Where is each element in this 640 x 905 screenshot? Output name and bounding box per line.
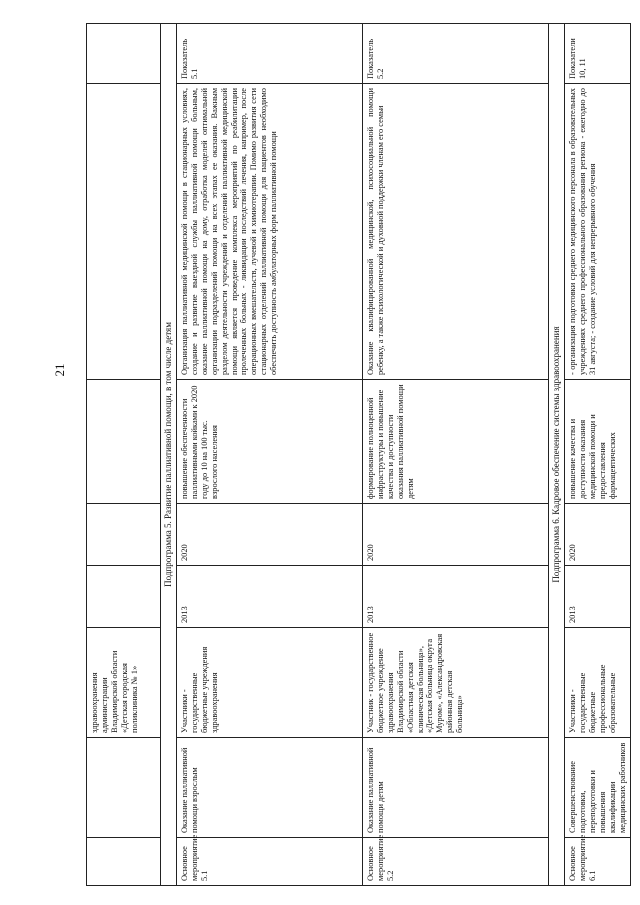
cell-end: 2020 [363,504,549,566]
table-row [177,24,363,886]
cell-end [87,504,161,566]
cell-content [87,84,161,380]
cell-participants: здравоохранения администрации Владимирской области «Детская городская поликлиника № 1» [87,628,161,738]
table-row [565,24,631,886]
table-row [87,24,161,886]
section-title: Подпрограмма 6. Кадровое обеспечение системы здравоохранения [549,24,565,886]
cell-content: Организация паллиативной медицинской помощи в стационарных условиях, создание и развитие выездной службы паллиативной помощи больным, оказание паллиативной помощи на дому, отработка моделей оптимальной организации подразделений помощи на всех этапах ее оказания. Важным разделом деятельности учреждений и отделений паллиативной медицинской помощи является проведение комплекса мероприятий по реабилитации пролеченных больных - ликвидации последствий лечения, например, после операционных вмешательств, лучевой и химиотерапии. Помимо развития сети стационарных отделений паллиативной помощи для пациентов необходимо обеспечить доступность амбулаторных форм паллиативной помощи [177,84,363,380]
cell-num: Основное мероприятие 5.1 [177,838,363,886]
cell-indicator: Показатель 5.1 [177,24,363,84]
cell-content: Оказание квалифицированной медицинской, психосоциальной помощи ребенку, а также психологической и духовной поддержки членам его семьи [363,84,549,380]
cell-result [87,380,161,504]
section-title: Подпрограмма 5. Развитие паллиативной помощи, в том числе детям [161,24,177,886]
cell-num: Основное мероприятие 5.2 [363,838,549,886]
cell-participants: Участники - государственные бюджетные профессиональные образовательные [565,628,631,738]
cell-start [87,566,161,628]
table-row [363,24,549,886]
measures-table [86,23,631,886]
section-header-row [161,24,177,886]
rotated-table-container [86,24,627,886]
cell-indicator [87,24,161,84]
cell-name [87,738,161,838]
cell-result: повышение обеспеченности паллиативными койками к 2020 году до 10 на 100 тыс. взрослого населения [177,380,363,504]
cell-participants: Участник - государственное бюджетное учреждение здравоохранения Владимирской области «Областная детская клиническая больница», «Детская больница округа Муром», «Александровская районная детская больница» [363,628,549,738]
cell-indicator: Показатель 5.2 [363,24,549,84]
document-page [86,24,627,886]
page-number: 21 [52,363,67,377]
cell-participants: Участники - государственные бюджетные учреждения здравоохранения [177,628,363,738]
cell-content: - организация подготовки среднего медицинского персонала в образовательных учреждениях среднего профессионального образования региона - ежегодно до 31 августа; - создание условий для непрерывного обучения [565,84,631,380]
cell-result: повышение качества и доступности оказания медицинской помощи и предоставления фармацевтических [565,380,631,504]
cell-name: Оказание паллиативной помощи детям [363,738,549,838]
cell-name: Совершенствование подготовки, переподготовки и повышения квалификации медицинских работников [565,738,631,838]
cell-start: 2013 [565,566,631,628]
cell-start: 2013 [177,566,363,628]
section-header-row [549,24,565,886]
cell-num [87,838,161,886]
cell-end: 2020 [177,504,363,566]
cell-indicator: Показатели 10, 11 [565,24,631,84]
cell-result: формирование полноценной инфраструктуры и повышение качества и доступности оказания паллиативной помощи детям [363,380,549,504]
cell-name: Оказание паллиативной помощи взрослым [177,738,363,838]
cell-end: 2020 [565,504,631,566]
cell-start: 2013 [363,566,549,628]
cell-num: Основное мероприятие 6.1 [565,838,631,886]
